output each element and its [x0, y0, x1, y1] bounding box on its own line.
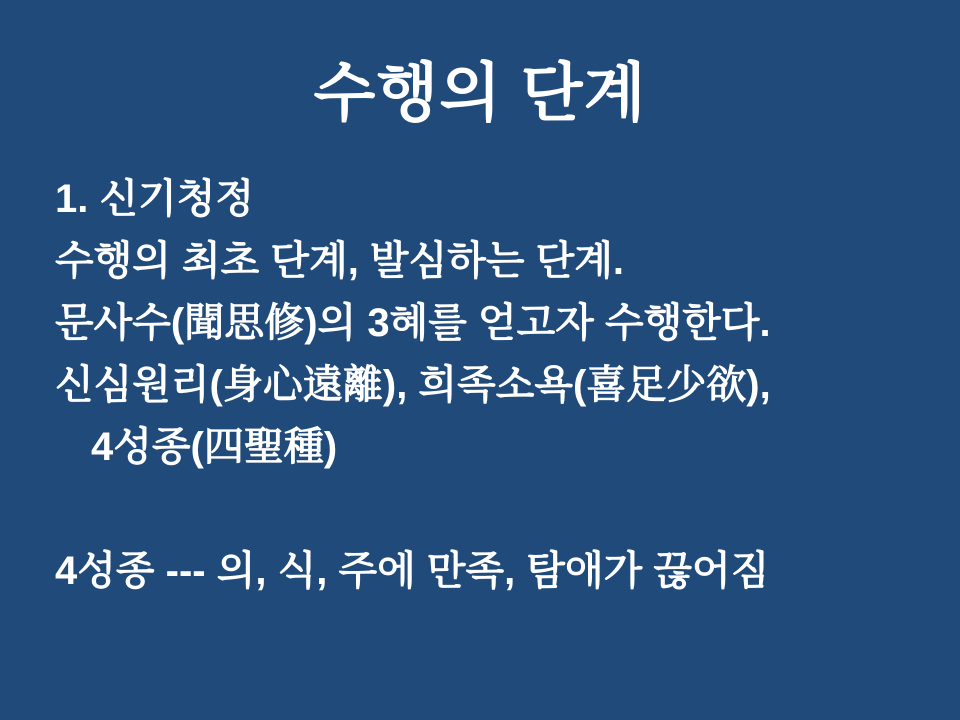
body-line-3: 문사수(聞思修)의 3혜를 얻고자 수행한다.: [55, 301, 771, 345]
slide-body-text-block: [55, 168, 930, 602]
body-line-1: 1. 신기청정: [55, 177, 255, 221]
body-line-blank: [55, 478, 930, 540]
body-line-2: 수행의 최초 단계, 발심하는 단계.: [55, 239, 624, 283]
body-line-5: 4성종(四聖種): [91, 425, 338, 469]
body-line-4: 신심원리(身心遠離), 희족소욕(喜足少欲),: [55, 363, 771, 407]
body-line-6: 4성종 --- 의, 식, 주에 만족, 탐애가 끊어짐: [55, 549, 770, 593]
slide-title: 수행의 단계: [313, 57, 647, 129]
